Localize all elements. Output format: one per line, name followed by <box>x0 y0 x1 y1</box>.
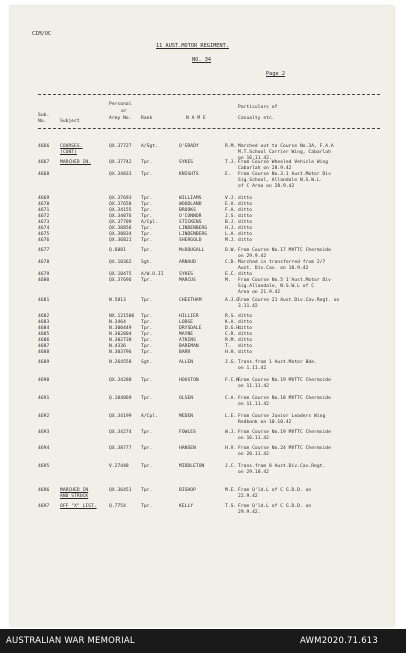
entry-number: 4684 <box>38 326 50 331</box>
entry-number: 4678 <box>38 260 50 265</box>
entry-number: 4694 <box>38 446 50 451</box>
entry-army-number: QX.37693 <box>109 196 132 201</box>
entry-initials: M. <box>225 278 231 283</box>
entry-army-number: QX.37709 <box>109 220 132 225</box>
entry-initials: D.W. <box>225 248 237 253</box>
entry-number: 4680 <box>38 278 50 283</box>
entry-particulars: on 29.10.42 <box>238 470 269 475</box>
entry-rank: A/W.O.II <box>141 272 164 277</box>
entry-subject-cont: AND STRUCK <box>60 494 89 499</box>
entry-army-number: QX.38777 <box>109 446 132 451</box>
entry-initials: D.G.H. <box>225 326 242 331</box>
entry-initials: A.J.C. <box>225 298 242 303</box>
entry-army-number: QX.34833 <box>109 172 132 177</box>
footer-source: AUSTRALIAN WAR MEMORIAL <box>6 636 135 646</box>
entry-number: 4672 <box>38 214 50 219</box>
entry-surname: BISHOP <box>179 488 196 493</box>
entry-rank: Tpr. <box>141 202 153 207</box>
entry-surname: LODGE <box>179 320 194 325</box>
entry-initials: V.J. <box>225 196 237 201</box>
entry-surname: LINDENBERG <box>179 232 208 237</box>
entry-army-number: QX.37658 <box>109 202 132 207</box>
entry-initials: H.H. <box>225 350 237 355</box>
entry-number: 4688 <box>38 350 50 355</box>
entry-number: 4667 <box>38 160 50 165</box>
entry-surname: MARCUS <box>179 278 196 283</box>
entry-initials: F.C.N. <box>225 378 242 383</box>
entry-army-number: QX.34876 <box>109 214 132 219</box>
entry-army-number: Q.6081 <box>109 248 126 253</box>
entry-particulars: From Course No.3.1 Aust.Motor Div <box>238 172 331 177</box>
entry-rank: Tpr. <box>141 248 153 253</box>
entry-rank: Tpr. <box>141 350 153 355</box>
entry-particulars: Aust. Div.Cav. on 18.9.42 <box>238 266 309 271</box>
entry-army-number: QX.38834 <box>109 232 132 237</box>
entry-particulars: ditto <box>238 226 253 231</box>
entry-particulars: ditto <box>238 320 253 325</box>
entry-particulars: Marched out to Course No.3A, F.A.A <box>238 144 334 149</box>
entry-particulars: of C Area on 28.9.42 <box>238 184 295 189</box>
entry-particulars: ditto <box>238 208 253 213</box>
entry-army-number: QX.36451 <box>109 488 132 493</box>
entry-rank: Tpr. <box>141 344 153 349</box>
entry-subject: OFF "X" LIST. <box>60 504 97 509</box>
entry-particulars: Trans.from 8 Aust.Div.Cav.Regt. <box>238 464 326 469</box>
entry-number: 4696 <box>38 488 50 493</box>
entry-particulars: ditto <box>238 196 253 201</box>
entry-rank: Tpr. <box>141 314 153 319</box>
entry-particulars: on 11.11.42 <box>238 402 269 407</box>
entry-subject: MARCHED IN <box>60 488 89 493</box>
entry-army-number: N.5813 <box>109 298 126 303</box>
entry-particulars: ditto <box>238 238 253 243</box>
entry-particulars: From Course 21 Aust.Div.Cav.Regt. on <box>238 298 340 303</box>
entry-number: 4693 <box>38 430 50 435</box>
entry-initials: C.A. <box>225 396 237 401</box>
entry-subject: MARCHED IN. <box>60 160 91 165</box>
entry-rank: A/Sgt. <box>141 144 158 149</box>
entry-initials: M.J. <box>225 238 237 243</box>
entry-army-number: QX.37727 <box>109 144 132 149</box>
entry-number: 4690 <box>38 378 50 383</box>
entry-particulars: on 11.11.42 <box>238 384 269 389</box>
entry-particulars: ditto <box>238 338 253 343</box>
entry-surname: ARNAUD <box>179 260 196 265</box>
entry-surname: CHEETHAM <box>179 298 202 303</box>
entry-army-number: N.264558 <box>109 360 132 365</box>
entry-particulars: Trans.from 1 Aust.Motor Bde. <box>238 360 317 365</box>
entry-army-number: QX.37696 <box>109 278 132 283</box>
entry-number: 4685 <box>38 332 50 337</box>
entry-army-number: N.300449 <box>109 326 132 331</box>
entry-particulars: From Q'ld.L of C G.D.D. on <box>238 488 312 493</box>
entry-particulars: ditto <box>238 314 253 319</box>
entry-army-number: QX.34155 <box>109 208 132 213</box>
entry-rank: Tpr. <box>141 320 153 325</box>
entry-particulars: ditto <box>238 350 253 355</box>
entry-particulars: From Course No.5 1'Aust.Motor Div <box>238 278 331 283</box>
entry-initials: W.J. <box>225 430 237 435</box>
entry-army-number: QX.38856 <box>109 226 132 231</box>
entry-initials: R.M. <box>225 338 237 343</box>
entry-initials: K.A. <box>225 320 237 325</box>
entry-army-number: QX.34199 <box>109 414 132 419</box>
entry-particulars: 22.9.42 <box>238 494 258 499</box>
entry-rank: Sgt. <box>141 260 153 265</box>
entry-rank: A/Cpl. <box>141 414 158 419</box>
entry-initials: C.D. <box>225 260 237 265</box>
entry-surname: FOWLES <box>179 430 196 435</box>
entry-rank: Tpr. <box>141 430 153 435</box>
entry-particulars: From Course No.24 MVTTC Chermside <box>238 446 331 451</box>
entry-particulars: From Course No.19 MVTTC Chermside <box>238 430 331 435</box>
col-personal-label: Personal <box>109 102 132 107</box>
entry-number: 4682 <box>38 314 50 319</box>
entry-rank: Tpr. <box>141 298 153 303</box>
entry-number: 4679 <box>38 272 50 277</box>
entry-particulars: ditto <box>238 202 253 207</box>
entry-initials: T.S. <box>225 504 237 509</box>
entry-surname: BROOKS <box>179 208 196 213</box>
entry-army-number: QX.10362 <box>109 260 132 265</box>
entry-rank: Tpr. <box>141 504 153 509</box>
entry-particulars: ditto <box>238 326 253 331</box>
entry-number: 4668 <box>38 172 50 177</box>
col-casualty-label: Casualty etc. <box>238 116 275 121</box>
entry-surname: BAREMAN <box>179 344 199 349</box>
entry-surname: SHERGOLD <box>179 238 202 243</box>
entry-rank: Tpr. <box>141 338 153 343</box>
entry-surname: HOUSTON <box>179 378 199 383</box>
col-subject-label: Subject <box>60 119 80 124</box>
entry-initials: L.A. <box>225 232 237 237</box>
entry-particulars: ditto <box>238 232 253 237</box>
entry-rank: Tpr. <box>141 226 153 231</box>
entry-army-number: N.302804 <box>109 332 132 337</box>
entry-army-number: N.303796 <box>109 350 132 355</box>
entry-particulars: ditto <box>238 272 253 277</box>
entry-subject: COURSES. <box>60 144 83 149</box>
col-armyno-label: Army No. <box>109 116 132 121</box>
entry-particulars: From Course Wheeled Vehicle Wing <box>238 160 329 165</box>
entry-rank: Tpr. <box>141 238 153 243</box>
entry-surname: WILLIAMS <box>179 196 202 201</box>
entry-initials: E. <box>225 172 231 177</box>
entry-surname: WOODLAND <box>179 202 202 207</box>
entry-particulars: on 29.9.42 <box>238 254 267 259</box>
entry-rank: Tpr. <box>141 396 153 401</box>
entry-initials: L.E. <box>225 414 237 419</box>
entry-surname: KELLY <box>179 504 194 509</box>
col-no-label: No. <box>38 119 47 124</box>
entry-particulars: Area on 21.9.42 <box>238 290 281 295</box>
entry-particulars: Cabarlah on 28.9.42 <box>238 166 292 171</box>
entry-initials: J.S. <box>225 214 237 219</box>
entry-initials: M.E. <box>225 488 237 493</box>
entry-rank: Tpr. <box>141 326 153 331</box>
entry-surname: MIDDLETON <box>179 464 205 469</box>
entry-surname: MEDEN <box>179 414 194 419</box>
entry-army-number: V.27448 <box>109 464 129 469</box>
entry-rank: Tpr. <box>141 196 153 201</box>
entry-army-number: QX.34288 <box>109 378 132 383</box>
entry-number: 4677 <box>38 248 50 253</box>
entry-particulars: From Course No.19 MVTTC Chermside <box>238 378 331 383</box>
entry-rank: Tpr. <box>141 278 153 283</box>
entry-rank: Tpr. <box>141 488 153 493</box>
entry-rank: A/Cpl. <box>141 220 158 225</box>
entry-number: 4691 <box>38 396 50 401</box>
entry-number: 4666 <box>38 144 50 149</box>
entry-number: 4695 <box>38 464 50 469</box>
entry-army-number: N.302738 <box>109 338 132 343</box>
entry-army-number: QX.10475 <box>109 272 132 277</box>
entry-number: 4675 <box>38 232 50 237</box>
entry-surname: ALLEN <box>179 360 194 365</box>
entry-army-number: Q.7754 <box>109 504 126 509</box>
entry-army-number: QX.34274 <box>109 430 132 435</box>
entry-number: 4673 <box>38 220 50 225</box>
entry-initials: J.G. <box>225 360 237 365</box>
entry-rank: Sgt. <box>141 360 153 365</box>
entry-surname: McDOUGALL <box>179 248 205 253</box>
entry-rank: Tpr. <box>141 446 153 451</box>
entry-initials: T. <box>225 344 231 349</box>
entry-number: 4669 <box>38 196 50 201</box>
entry-particulars: From Course Junior Leaders Wing <box>238 414 326 419</box>
col-sub-label: Sub. <box>38 113 50 118</box>
entry-initials: R.S. <box>225 314 237 319</box>
entry-army-number: N.4336 <box>109 344 126 349</box>
entry-surname: DRYSDALE <box>179 326 202 331</box>
entry-number: 4683 <box>38 320 50 325</box>
entry-number: 4697 <box>38 504 50 509</box>
entry-number: 4670 <box>38 202 50 207</box>
entry-number: 4686 <box>38 338 50 343</box>
entry-surname: O'CONNOR <box>179 214 202 219</box>
entry-particulars: ditto <box>238 332 253 337</box>
entry-subject-cont: (CONT) <box>60 150 77 155</box>
entry-surname: OLSEN <box>179 396 194 401</box>
entry-initials: R.M. <box>225 144 237 149</box>
entry-particulars: From Q'ld.L of C G.D.D. on <box>238 504 312 509</box>
entry-surname: SYKES <box>179 160 194 165</box>
entry-initials: H.J. <box>225 226 237 231</box>
col-or-label: or <box>121 109 127 114</box>
entry-particulars: From Course No.17 MVTTC Chermside <box>238 248 331 253</box>
entry-initials: H.V. <box>225 446 237 451</box>
entry-army-number: NX.121506 <box>109 314 135 319</box>
entry-initials: E.V. <box>225 202 237 207</box>
entry-particulars: on 20.11.42 <box>238 452 269 457</box>
entry-army-number: N.3464 <box>109 320 126 325</box>
entry-initials: T.J. <box>225 160 237 165</box>
entry-surname: STICKENS <box>179 220 202 225</box>
page-number: Page 2 <box>266 71 286 77</box>
header-bottom-rule <box>38 128 380 129</box>
entry-number: 4692 <box>38 414 50 419</box>
entry-particulars: Redbank on 10.10.42 <box>238 420 292 425</box>
document-page <box>10 6 394 626</box>
entry-surname: O'GRADY <box>179 144 199 149</box>
entry-particulars: 3.11.42 <box>238 304 258 309</box>
entry-initials: C.R. <box>225 332 237 337</box>
entry-surname: SYKES <box>179 272 194 277</box>
entry-initials: F.A. <box>225 208 237 213</box>
entry-initials: B.J. <box>225 220 237 225</box>
col-rank-label: Rank <box>141 116 153 121</box>
entry-surname: HANSEN <box>179 446 196 451</box>
entry-surname: KNIGHTS <box>179 172 199 177</box>
entry-particulars: ditto <box>238 214 253 219</box>
entry-particulars: ditto <box>238 344 253 349</box>
entry-particulars: on 16.11.42 <box>238 436 269 441</box>
entry-surname: HILLIER <box>179 314 199 319</box>
entry-rank: Tpr. <box>141 208 153 213</box>
col-particulars-label: Particulars of <box>238 105 278 110</box>
entry-surname: MAYNE <box>179 332 194 337</box>
entry-surname: BARR <box>179 350 191 355</box>
entry-particulars: 29.9.42. <box>238 510 261 515</box>
entry-particulars: From Course No.18 MVTTC Chermside <box>238 396 331 401</box>
entry-particulars: Marched in transferred from 2/7 <box>238 260 326 265</box>
entry-initials: J.C. <box>225 464 237 469</box>
entry-rank: Tpr. <box>141 232 153 237</box>
entry-surname: LINDENBERG <box>179 226 208 231</box>
entry-rank: Tpr. <box>141 214 153 219</box>
header-top-rule <box>38 94 380 95</box>
col-name-label: N A M E <box>186 116 206 121</box>
entry-surname: ATKINS <box>179 338 196 343</box>
entry-number: 4674 <box>38 226 50 231</box>
order-number: NO. 34 <box>192 57 212 63</box>
entry-army-number: QX.37742 <box>109 160 132 165</box>
footer-accession: AWM2020.71.613 <box>300 636 378 646</box>
unit-heading: 11 AUST.MOTOR REGIMENT. <box>156 43 229 49</box>
entry-rank: Tpr. <box>141 332 153 337</box>
entry-rank: Tpr. <box>141 464 153 469</box>
entry-rank: Tpr. <box>141 160 153 165</box>
entry-rank: Tpr. <box>141 378 153 383</box>
entry-number: 4671 <box>38 208 50 213</box>
entry-army-number: QX.36821 <box>109 238 132 243</box>
entry-particulars: Sig.Allandale, N.S.W.L of C <box>238 284 315 289</box>
entry-rank: Tpr. <box>141 172 153 177</box>
entry-army-number: Q.104069 <box>109 396 132 401</box>
entry-number: 4681 <box>38 298 50 303</box>
entry-particulars: M.T.School Carrier Wing, Cabarlah <box>238 150 331 155</box>
doc-reference: CIM/OC <box>32 31 52 37</box>
entry-number: 4687 <box>38 344 50 349</box>
entry-particulars: on 1.11.42 <box>238 366 267 371</box>
entry-particulars: ditto <box>238 220 253 225</box>
entry-number: 4676 <box>38 238 50 243</box>
entry-particulars: on 16.11.42. <box>238 156 272 161</box>
entry-particulars: Sig.School, Allandale N.S.W.L. <box>238 178 323 183</box>
entry-initials: E.C. <box>225 272 237 277</box>
entry-number: 4689 <box>38 360 50 365</box>
